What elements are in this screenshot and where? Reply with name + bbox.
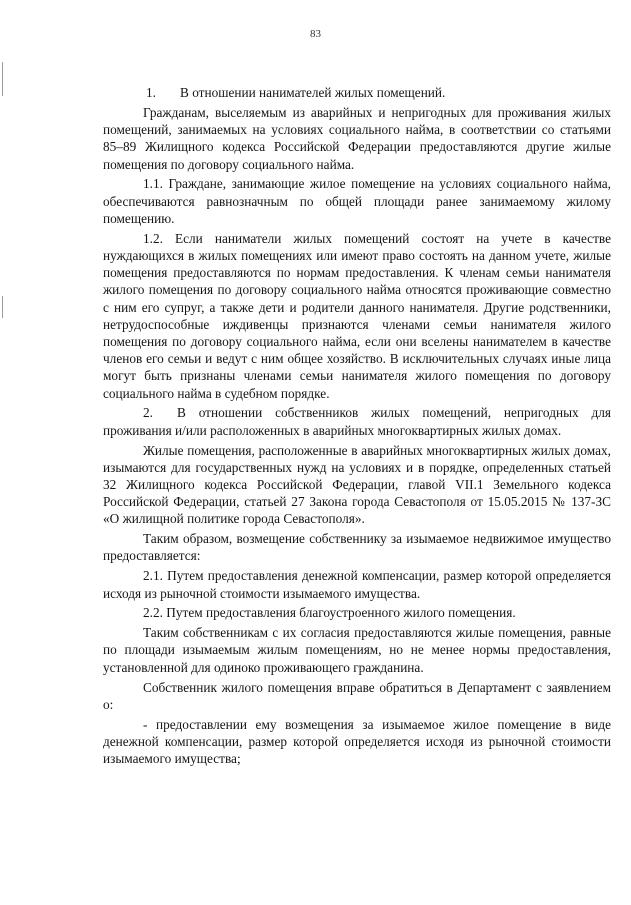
paragraph: 1.1. Граждане, занимающие жилое помещение на условиях социального найма, обеспечиваются равнозначным по общей площади ранее занимаемому жилому помещению. xyxy=(103,176,611,226)
section-number: 2. xyxy=(143,405,153,421)
section-heading-tenants xyxy=(146,84,611,101)
section-heading-owners xyxy=(103,404,611,438)
paragraph: 1.2. Если наниматели жилых помещений состоят на учете в качестве нуждающихся в жилых помещениях или имеют право состоять на данном учете, жилые помещения предоставляются по нормам предоставления. К членам семьи нанимателя жилого помещения по договору социального найма относятся проживающие совместно с ним его супруг, а также дети и родители данного нанимателя. Другие родственники, нетрудоспособные иждивенцы признаются членами семьи нанимателя жилого помещения по договору социального найма, если они вселены нанимателем в качестве членов его семьи и ведут с ним общее хозяйство. В исключительных случаях иные лица могут быть признаны членами семьи нанимателя жилого помещения по договору социального найма в судебном порядке. xyxy=(103,230,611,401)
scan-edge-mark xyxy=(2,62,3,96)
paragraph: 2.2. Путем предоставления благоустроенного жилого помещения. xyxy=(143,605,516,621)
paragraph: Таким образом, возмещение собственнику за изымаемое недвижимое имущество предоставляется: xyxy=(103,531,611,564)
paragraph: Гражданам, выселяемым из аварийных и непригодных для проживания жилых помещений, занимаемых на условиях социального найма, в соответствии со статьями 85–89 Жилищного кодекса Российской Федерации предоставляются другие жилые помещения по договору социального найма. xyxy=(103,104,611,172)
page-number: 83 xyxy=(310,28,321,40)
paragraph: Жилые помещения, расположенные в аварийных многоквартирных жилых домах, изымаются для государственных нужд на условиях и в порядке, определенных статьей 32 Жилищного кодекса Российской Федерации, главой VII.1 Земельного кодекса Российской Федерации, статьей 27 Закона города Севастополя от 15.05.2015 № 137-ЗС «О жилищной политике города Севастополя». xyxy=(103,442,611,527)
paragraph-text: В отношении нанимателей жилых помещений. xyxy=(180,85,446,100)
scan-edge-mark xyxy=(2,296,3,318)
paragraph: Таким собственникам с их согласия предоставляются жилые помещения, равные по площади изымаемым жилым помещениям, но не менее нормы предоставления, установленной для одиноко проживающего гражданина. xyxy=(103,625,611,675)
paragraph: 2.1. Путем предоставления денежной компенсации, размер которой определяется исходя из рыночной стоимости изымаемого имущества. xyxy=(103,568,611,601)
section-number: 1. xyxy=(146,85,156,100)
document-body xyxy=(103,84,611,770)
paragraph-text: В отношении собственников жилых помещений, непригодных для проживания и/или расположенных в аварийных многоквартирных жилых домах. xyxy=(103,405,611,438)
paragraph: Собственник жилого помещения вправе обратиться в Департамент с заявлением о: xyxy=(103,679,611,712)
list-item: - предоставлении ему возмещения за изымаемое жилое помещение в виде денежной компенсации, размер которой определяется исходя из рыночной стоимости изымаемого имущества; xyxy=(103,716,611,767)
